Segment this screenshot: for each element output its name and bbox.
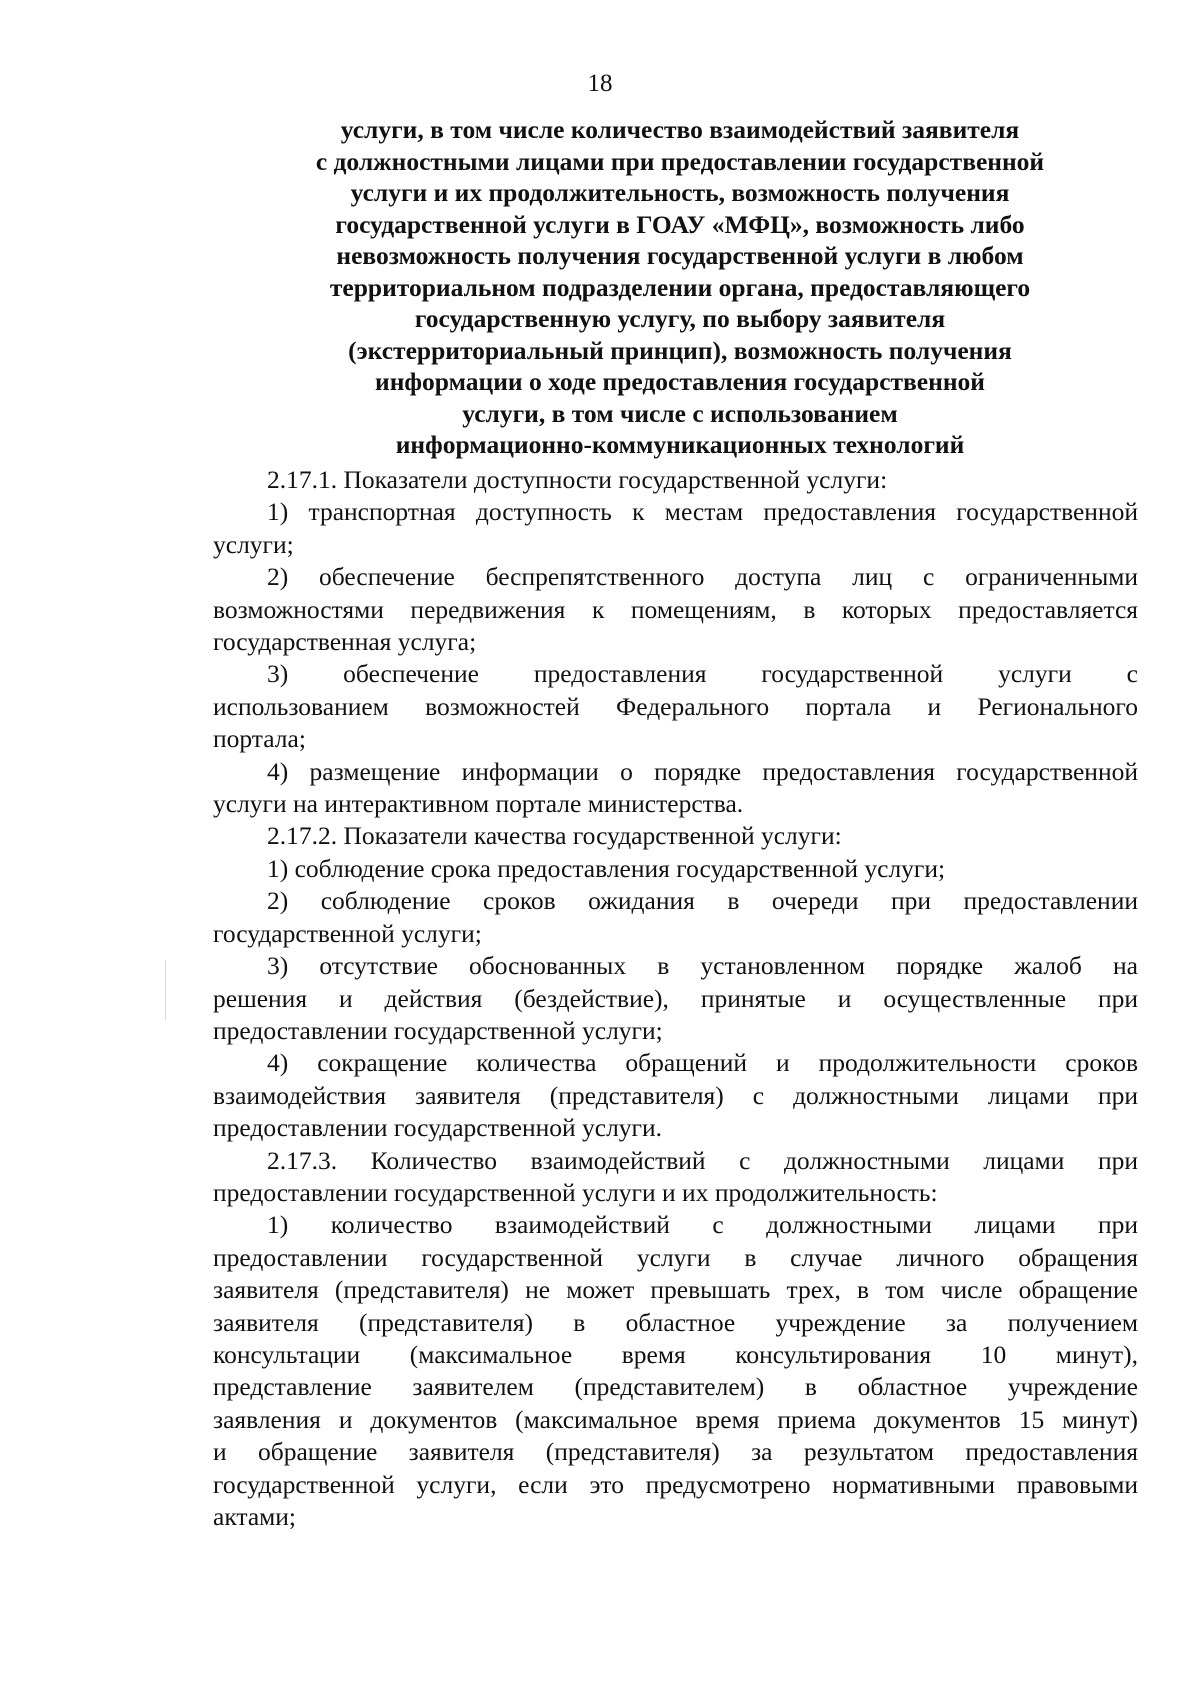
paragraph-line: представление заявителем (представителем) в областное учреждение xyxy=(213,1372,1138,1402)
paragraph-line: 2) обеспечение беспрепятственного доступа лиц с ограниченными xyxy=(267,562,1138,592)
paragraph-line: 2.17.1. Показатели доступности государственной услуги: xyxy=(267,465,888,494)
heading-line: государственной услуги в ГОАУ «МФЦ», возможность либо xyxy=(335,209,1025,239)
paragraph-line: заявителя (представителя) не может превышать трех, в том числе обращение xyxy=(213,1275,1138,1305)
paragraph-line: 1) соблюдение срока предоставления государственной услуги; xyxy=(267,853,946,883)
paragraph xyxy=(213,1145,1138,1210)
paragraph-line: консультации (максимальное время консультирования 10 минут), xyxy=(213,1339,1138,1369)
paragraph xyxy=(213,885,1138,950)
heading-line: информационно-коммуникационных технологий xyxy=(395,430,965,459)
paragraph-line: предоставлении государственной услуги в случае личного обращения xyxy=(213,1242,1138,1272)
paragraph xyxy=(213,658,1138,755)
paragraph-line: заявителя (представителя) в областное учреждение за получением xyxy=(213,1307,1138,1337)
paragraph-line: 2) соблюдение сроков ожидания в очереди при предоставлении xyxy=(267,886,1138,916)
paragraph-line: заявления и документов (максимальное время приема документов 15 минут) xyxy=(213,1404,1138,1434)
paragraph xyxy=(213,950,1138,1047)
heading-line: услуги, в том числе с использованием xyxy=(462,398,898,428)
paragraph-line: 2.17.3. Количество взаимодействий с должностными лицами при xyxy=(267,1145,1138,1175)
paragraph-line: возможностями передвижения к помещениям, в которых предоставляется xyxy=(213,594,1138,624)
paragraph-line: 1) количество взаимодействий с должностными лицами при xyxy=(267,1210,1138,1240)
page-number: 18 xyxy=(587,70,613,97)
heading-line: невозможность получения государственной услуги в любом xyxy=(336,241,1024,270)
heading-line: с должностными лицами при предоставлении государственной xyxy=(315,146,1045,176)
paragraph-line: решения и действия (бездействие), принятые и осуществленные при xyxy=(213,983,1138,1013)
paragraph-line: 3) обеспечение предоставления государственной услуги с xyxy=(267,659,1138,689)
paragraph-line: использованием возможностей Федерального портала и Регионального xyxy=(213,691,1138,721)
paragraph-line: 1) транспортная доступность к местам предоставления государственной xyxy=(267,497,1138,527)
paragraph-line: государственной услуги, если это предусмотрено нормативными правовыми xyxy=(213,1469,1138,1499)
paragraph-line: актами; xyxy=(213,1502,297,1531)
paragraph-line: предоставлении государственной услуги и их продолжительность: xyxy=(213,1177,938,1207)
paragraph xyxy=(213,853,1138,885)
paragraph xyxy=(213,756,1138,821)
paragraph xyxy=(213,1047,1138,1144)
paragraph-line: взаимодействия заявителя (представителя) с должностными лицами при xyxy=(213,1080,1138,1110)
section-heading xyxy=(280,114,1080,461)
paragraph xyxy=(213,496,1138,561)
paragraph-line: 2.17.2. Показатели качества государственной услуги: xyxy=(267,821,842,851)
paragraph-line: 4) размещение информации о порядке предоставления государственной xyxy=(267,756,1138,786)
scan-artifact-line xyxy=(165,960,166,1020)
paragraph-line: 4) сокращение количества обращений и продолжительности сроков xyxy=(267,1048,1138,1078)
heading-line: информации о ходе предоставления государственной xyxy=(375,367,985,396)
heading-line: государственную услугу, по выбору заявителя xyxy=(414,304,946,333)
document-body xyxy=(213,464,1138,1533)
paragraph-line: услуги; xyxy=(213,529,294,559)
paragraph xyxy=(213,561,1138,658)
heading-line: территориальном подразделении органа, предоставляющего xyxy=(329,272,1031,302)
paragraph-line: государственной услуги; xyxy=(213,918,482,948)
paragraph xyxy=(213,1209,1138,1533)
heading-line: услуги и их продолжительность, возможность получения xyxy=(350,178,1010,207)
paragraph xyxy=(213,820,1138,852)
paragraph xyxy=(213,464,1138,496)
paragraph-line: предоставлении государственной услуги. xyxy=(213,1113,663,1143)
paragraph-line: 3) отсутствие обоснованных в установленном порядке жалоб на xyxy=(267,951,1138,981)
paragraph-line: предоставлении государственной услуги; xyxy=(213,1015,663,1045)
heading-line: (экстерриториальный принцип), возможность получения xyxy=(348,335,1012,365)
paragraph-line: государственная услуга; xyxy=(213,627,477,657)
paragraph-line: портала; xyxy=(213,724,306,754)
heading-line: услуги, в том числе количество взаимодействий заявителя xyxy=(340,115,1020,144)
paragraph-line: и обращение заявителя (представителя) за результатом предоставления xyxy=(213,1437,1138,1467)
paragraph-line: услуги на интерактивном портале министерства. xyxy=(213,789,744,819)
